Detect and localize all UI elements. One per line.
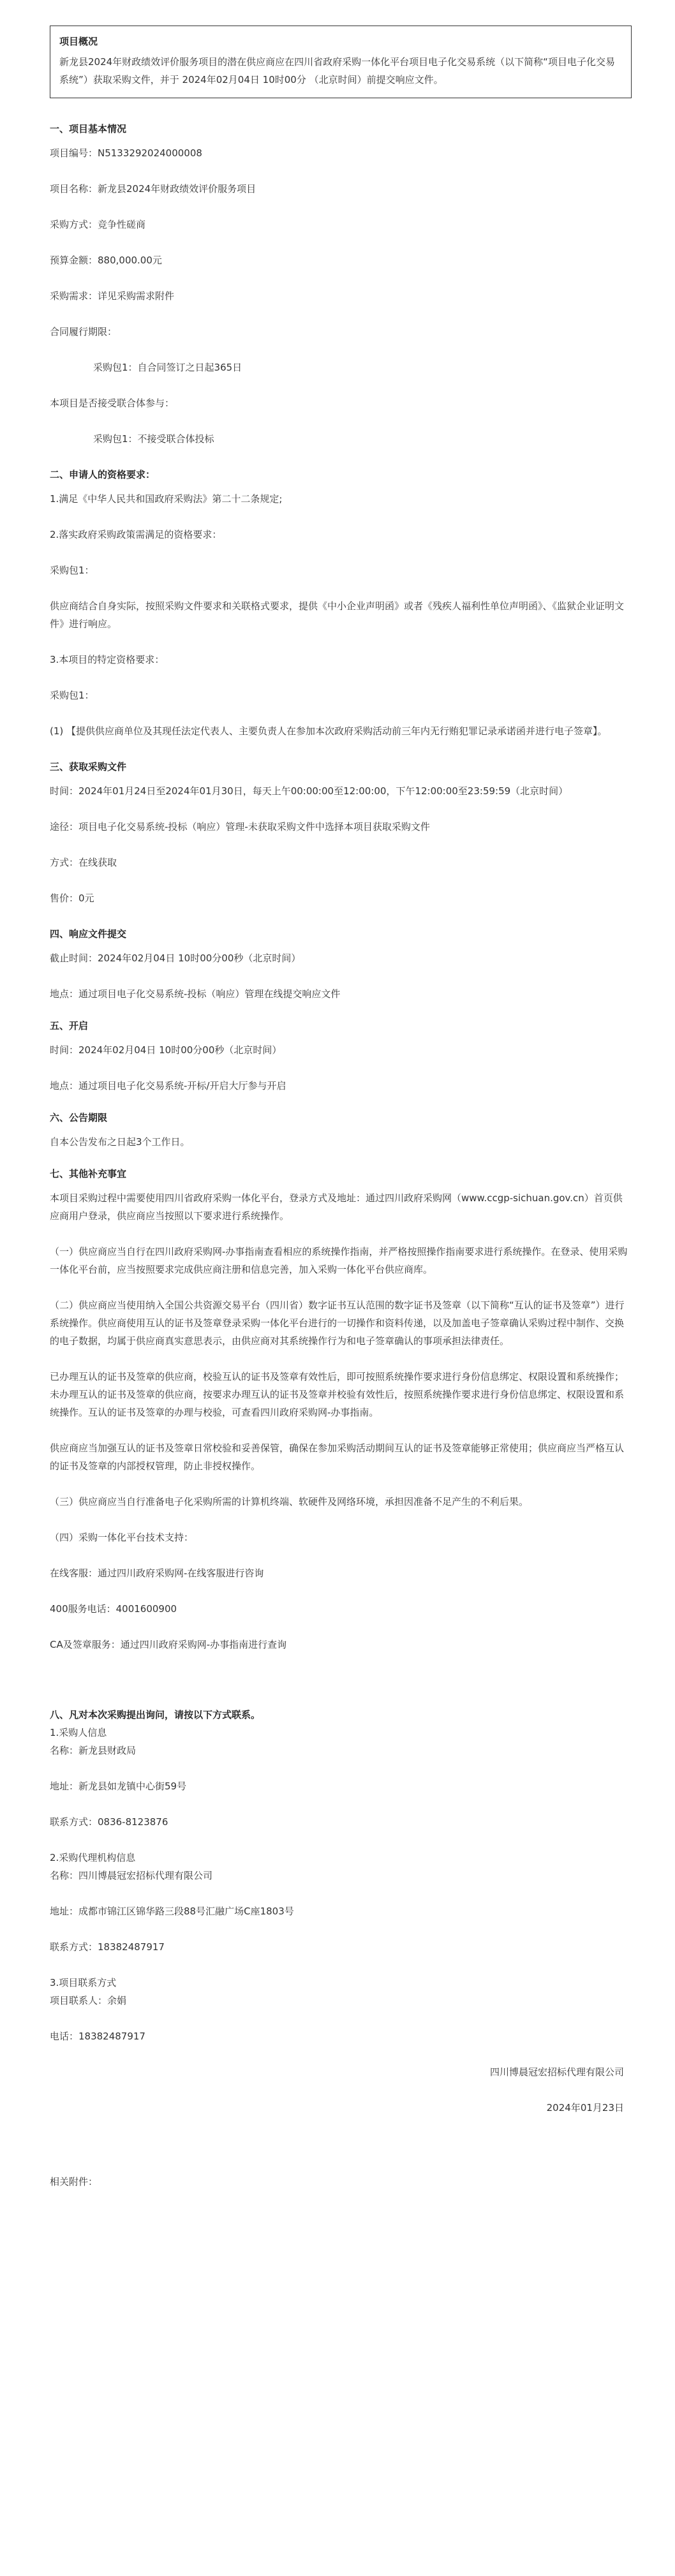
submission-location: 地点：通过项目电子化交易系统-投标（响应）管理在线提交响应文件 bbox=[50, 988, 341, 1000]
signature-date: 2024年01月23日 bbox=[546, 2102, 624, 2113]
project-contact-title: 3.项目联系方式 bbox=[50, 1977, 117, 1988]
section-heading-notice-period: 六、公告期限 bbox=[50, 1112, 108, 1123]
section-heading-obtain-documents: 三、获取采购文件 bbox=[50, 761, 127, 773]
opening-location: 地点：通过项目电子化交易系统-开标/开启大厅参与开启 bbox=[50, 1080, 286, 1092]
qualification-line: 3.本项目的特定资格要求： bbox=[50, 654, 165, 665]
agency-address: 地址：成都市锦江区锦华路三段88号汇融广场C座1803号 bbox=[50, 1906, 294, 1917]
contract-period-label: 合同履行期限： bbox=[50, 326, 117, 337]
agency-title: 2.采购代理机构信息 bbox=[50, 1852, 136, 1863]
supplementary-paragraph: （一）供应商应当自行在四川政府采购网-办事指南查看相应的系统操作指南，并严格按照操作指南要求进行系统操作。在登录、使用采购一体化平台前，应当按照要求完成供应商注册和信息完善，加入采购一体化平台供应商库。 bbox=[50, 1246, 628, 1275]
overview-box bbox=[50, 26, 632, 98]
obtain-method: 方式：在线获取 bbox=[50, 857, 117, 868]
section-heading-contacts: 八、凡对本次采购提出询问，请按以下方式联系。 bbox=[50, 1709, 261, 1721]
ca-service: CA及签章服务：通过四川政府采购网-办事指南进行查询 bbox=[50, 1639, 287, 1650]
qualification-line: (1) 【提供供应商单位及其现任法定代表人、主要负责人在参加本次政府采购活动前三年内无行贿犯罪记录承诺函并进行电子签章】。 bbox=[50, 725, 607, 737]
purchaser-name: 名称：新龙县财政局 bbox=[50, 1745, 137, 1756]
document-price: 售价：0元 bbox=[50, 892, 94, 904]
project-name: 项目名称：新龙县2024年财政绩效评价服务项目 bbox=[50, 183, 256, 195]
opening-time: 时间：2024年02月04日 10时00分00秒（北京时间） bbox=[50, 1044, 282, 1056]
procurement-method: 采购方式：竞争性磋商 bbox=[50, 219, 146, 230]
service-phone: 400服务电话：4001600900 bbox=[50, 1603, 177, 1615]
purchaser-phone: 联系方式：0836-8123876 bbox=[50, 1816, 168, 1828]
overview-title: 项目概况 bbox=[59, 36, 98, 47]
project-number: 项目编号：N5133292024000008 bbox=[50, 147, 202, 159]
procurement-needs: 采购需求：详见采购需求附件 bbox=[50, 290, 175, 302]
supplementary-paragraph: 已办理互认的证书及签章的供应商，校验互认的证书及签章有效性后，即可按照系统操作要求进行身份信息绑定、权限设置和系统操作；未办理互认的证书及签章的供应商，按要求办理互认的证书及签章并校验有效性后，按照系统操作要求进行身份信息绑定、权限设置和系统操作。互认的证书及签章的办理与校验，可查看四川政府采购网-办事指南。 bbox=[50, 1371, 625, 1418]
section-heading-submission: 四、响应文件提交 bbox=[50, 928, 127, 940]
online-service: 在线客服：通过四川政府采购网-在线客服进行咨询 bbox=[50, 1567, 264, 1579]
supplementary-paragraph: 本项目采购过程中需要使用四川省政府采购一体化平台，登录方式及地址：通过四川政府采购网（www.ccgp-sichuan.gov.cn）首页供应商用户登录，供应商应当按照以下要求进行系统操作。 bbox=[50, 1192, 623, 1222]
purchaser-address: 地址：新龙县如龙镇中心街59号 bbox=[50, 1780, 187, 1792]
supplementary-paragraph: （三）供应商应当自行准备电子化采购所需的计算机终端、软硬件及网络环境，承担因准备不足产生的不利后果。 bbox=[50, 1496, 529, 1507]
notice-period: 自本公告发布之日起3个工作日。 bbox=[50, 1136, 190, 1148]
signature-organization: 四川博晨冠宏招标代理有限公司 bbox=[489, 2066, 624, 2078]
agency-name: 名称：四川博晨冠宏招标代理有限公司 bbox=[50, 1870, 213, 1881]
purchaser-title: 1.采购人信息 bbox=[50, 1727, 107, 1738]
overview-text: 新龙县2024年财政绩效评价服务项目的潜在供应商应在四川省政府采购一体化平台项目电子化交易系统（以下简称“项目电子化交易系统”）获取采购文件，并于 2024年02月04日 10时00分 （北京时间）前提交响应文件。 bbox=[59, 56, 615, 85]
qualification-line: 1.满足《中华人民共和国政府采购法》第二十二条规定; bbox=[50, 493, 283, 505]
budget-amount: 预算金额：880,000.00元 bbox=[50, 255, 162, 266]
project-contact-person: 项目联系人：余娟 bbox=[50, 1995, 127, 2006]
obtain-time: 时间：2024年01月24日至2024年01月30日，每天上午00:00:00至12:00:00，下午12:00:00至23:59:59（北京时间） bbox=[50, 785, 568, 797]
contract-period-package1: 采购包1：自合同签订之日起365日 bbox=[93, 362, 242, 373]
qualification-line: 采购包1： bbox=[50, 565, 94, 576]
attachments-label: 相关附件： bbox=[50, 2176, 98, 2187]
qualification-line: 采购包1： bbox=[50, 690, 94, 701]
section-heading-basic-info: 一、项目基本情况 bbox=[50, 123, 127, 135]
qualification-line: 供应商结合自身实际，按照采购文件要求和关联格式要求，提供《中小企业声明函》或者《残疾人福利性单位声明函》、《监狱企业证明文件》进行响应。 bbox=[50, 600, 625, 630]
consortium-package1: 采购包1：不接受联合体投标 bbox=[93, 433, 214, 445]
section-heading-opening: 五、开启 bbox=[50, 1020, 89, 1032]
section-heading-supplementary: 七、其他补充事宜 bbox=[50, 1168, 127, 1180]
supplementary-paragraph: （二）供应商应当使用纳入全国公共资源交易平台（四川省）数字证书互认范围的数字证书及签章（以下简称“互认的证书及签章”）进行系统操作。供应商使用互认的证书及签章登录采购一体化平台进行的一切操作和资料传递，以及加盖电子签章确认采购过程中制作、交换的电子数据，均属于供应商真实意思表示，由供应商对其系统操作行为和电子签章确认的事项承担法律责任。 bbox=[50, 1299, 625, 1347]
section-heading-qualifications: 二、申请人的资格要求： bbox=[50, 469, 156, 480]
supplementary-paragraph: （四）采购一体化平台技术支持： bbox=[50, 1532, 194, 1543]
submission-deadline: 截止时间：2024年02月04日 10时00分00秒（北京时间） bbox=[50, 952, 301, 964]
obtain-route: 途径：项目电子化交易系统-投标（响应）管理-未获取采购文件中选择本项目获取采购文件 bbox=[50, 821, 430, 833]
agency-phone: 联系方式：18382487917 bbox=[50, 1941, 165, 1953]
supplementary-paragraph: 供应商应当加强互认的证书及签章日常校验和妥善保管，确保在参加采购活动期间互认的证书及签章能够正常使用；供应商应当严格互认的证书及签章的内部授权管理，防止非授权操作。 bbox=[50, 1442, 625, 1472]
project-contact-phone: 电话：18382487917 bbox=[50, 2031, 145, 2042]
qualification-line: 2.落实政府采购政策需满足的资格要求： bbox=[50, 529, 222, 540]
announcement bbox=[50, 26, 632, 2191]
consortium-label: 本项目是否接受联合体参与： bbox=[50, 397, 175, 409]
